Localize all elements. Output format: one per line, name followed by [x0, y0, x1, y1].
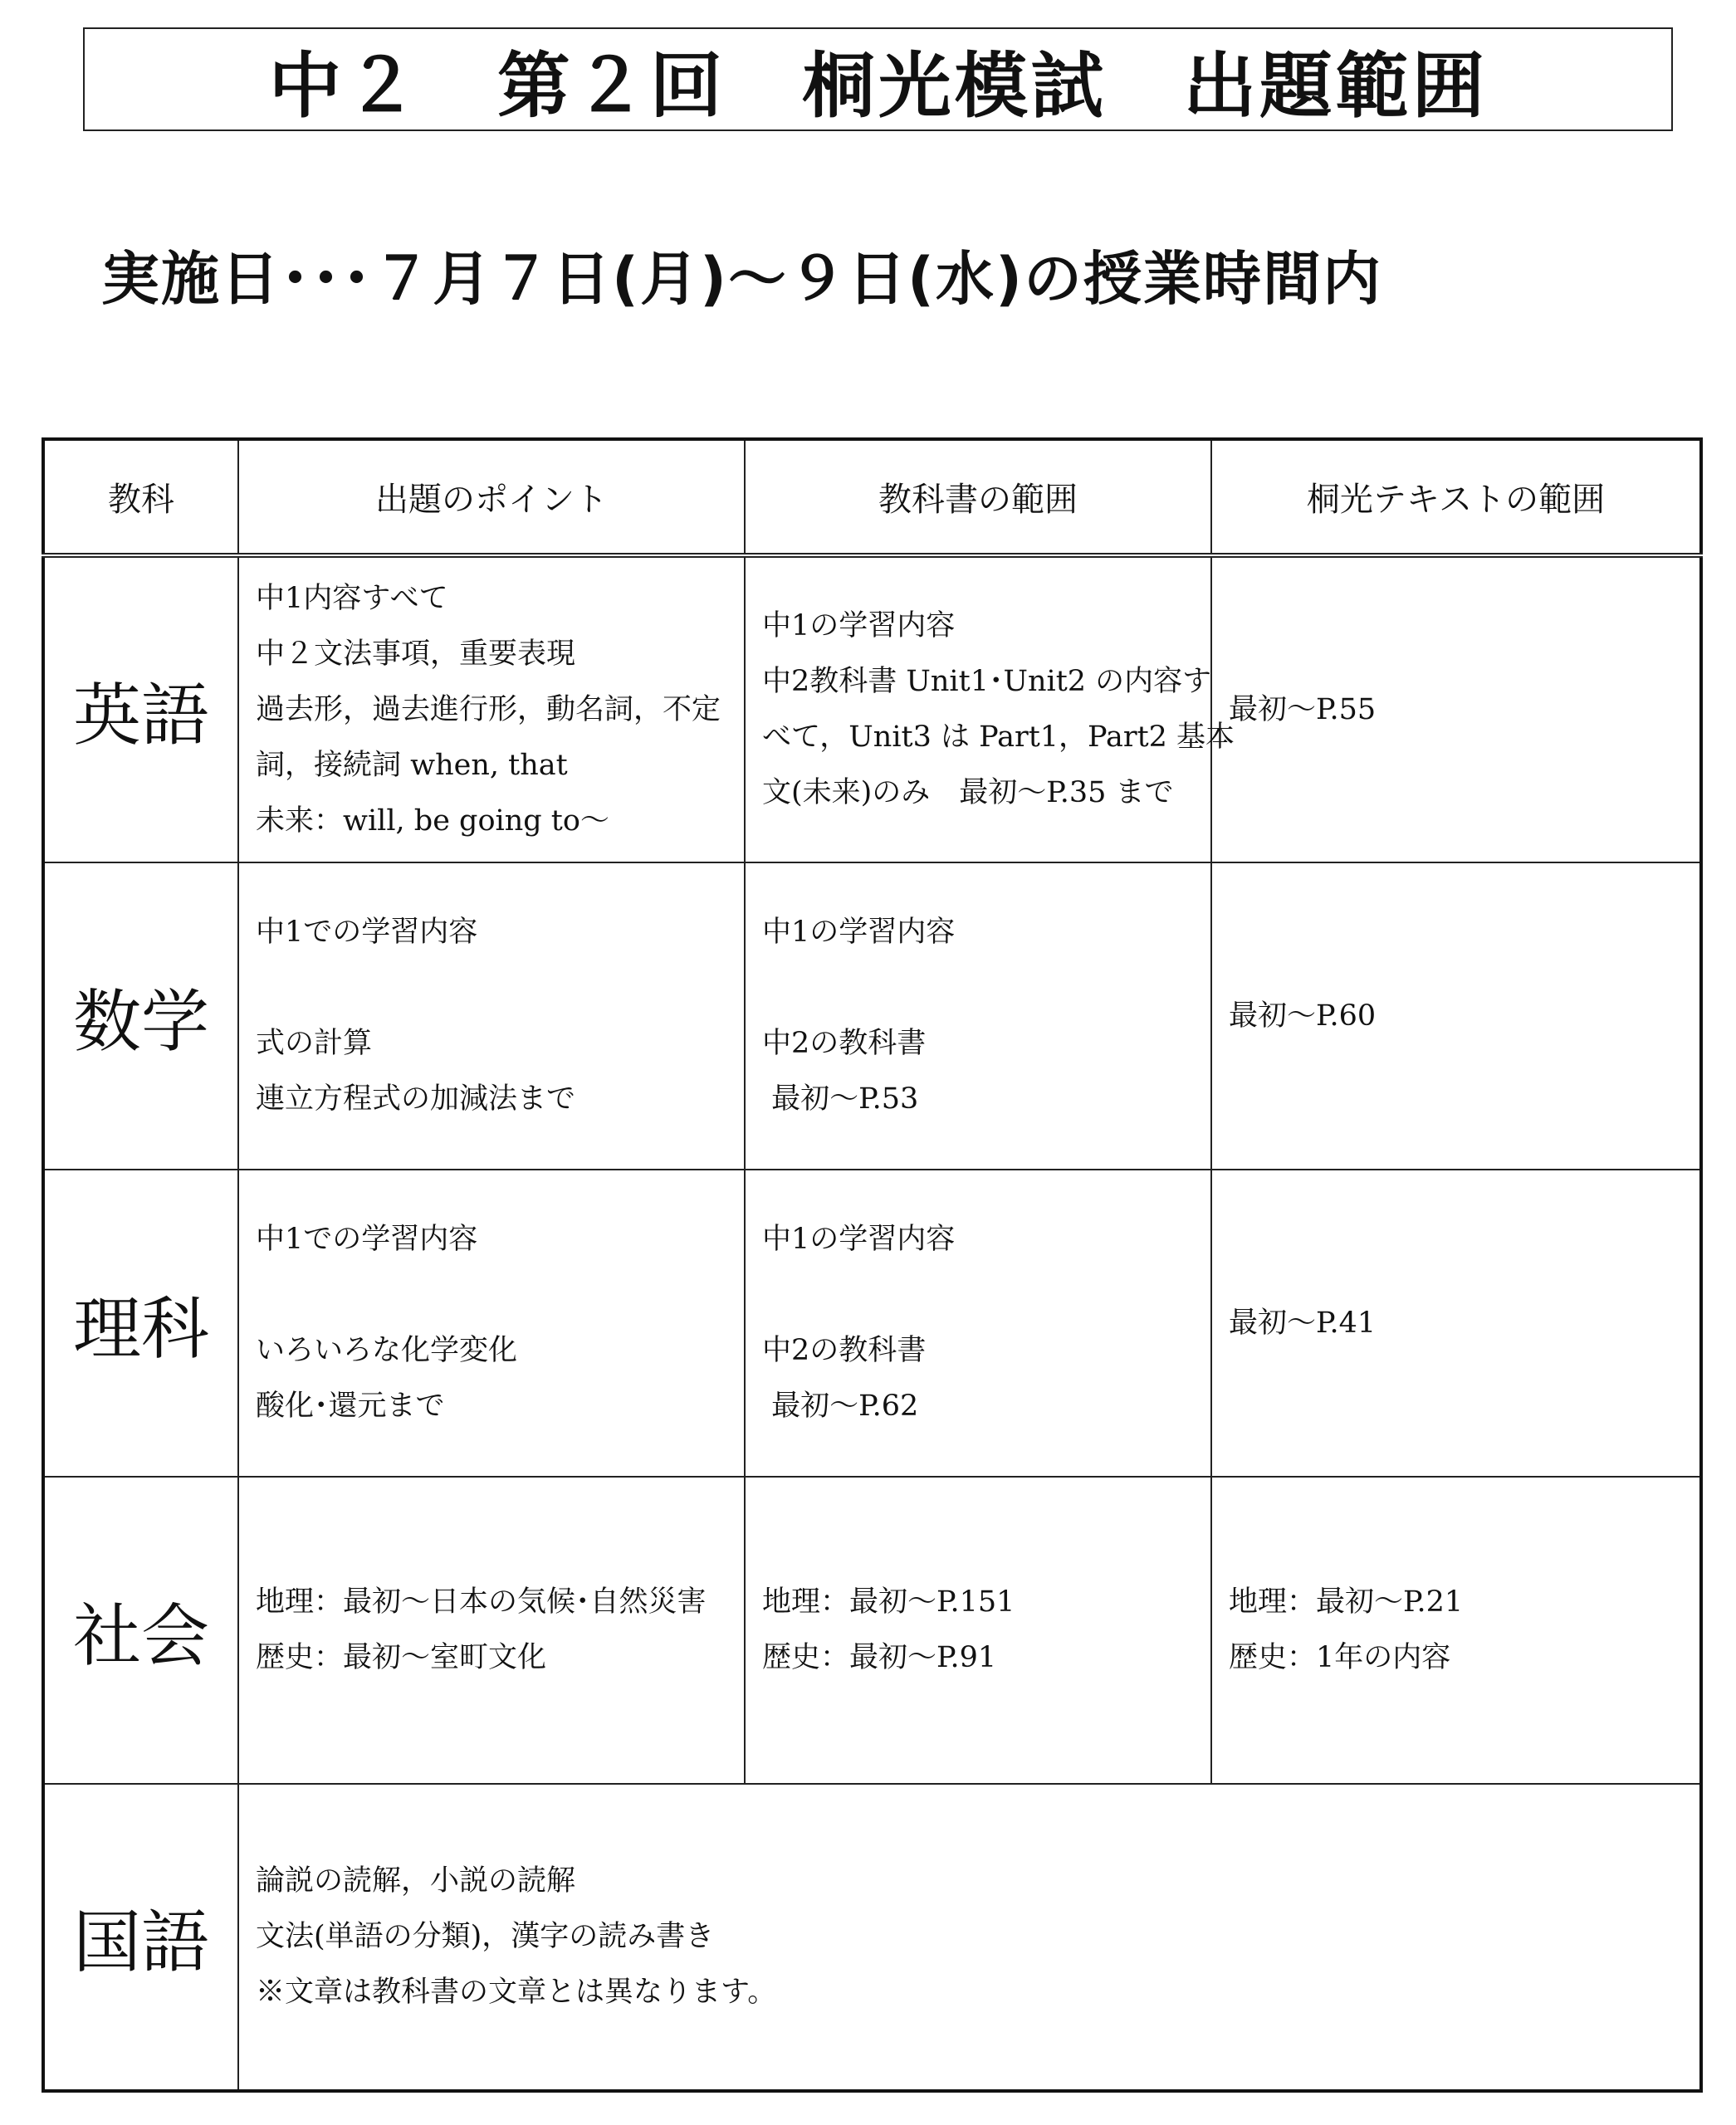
cell-line: 未来：will, be going to～ — [256, 804, 609, 838]
points-cell — [238, 555, 745, 862]
cell-line — [256, 1268, 727, 1323]
cell-line: 中1の学習内容 — [762, 916, 956, 949]
cell-line: 酸化･還元まで — [256, 1390, 445, 1423]
cell-line: 中2の教科書 — [762, 1334, 927, 1367]
cell-line: 中1での学習内容 — [256, 1223, 478, 1256]
header-subject: 教科 — [43, 439, 238, 555]
table-row — [43, 1784, 1701, 2091]
subject-cell: 理科 — [43, 1170, 238, 1477]
cell-line: ※文章は教科書の文章とは異なります。 — [256, 1976, 777, 2009]
cell-line: 中2教科書 Unit1･Unit2 の内容す — [762, 665, 1212, 698]
cell-line: 地理：最初～日本の気候･自然災害 — [256, 1585, 707, 1619]
subject-cell: 数学 — [43, 862, 238, 1170]
subject-cell: 社会 — [43, 1477, 238, 1784]
exam-date: 実施日･･･７月７日(月)～９日(水)の授業時間内 — [101, 245, 1382, 313]
table-row — [43, 862, 1701, 1170]
cell-line: 地理：最初～P.151 — [762, 1585, 1015, 1619]
header-text-range: 桐光テキストの範囲 — [1211, 439, 1701, 555]
cell-line: 歴史：最初～P.91 — [762, 1641, 997, 1674]
cell-line — [256, 960, 727, 1016]
title-box — [83, 27, 1673, 131]
table-row — [43, 1477, 1701, 1784]
text-range-cell — [1211, 1477, 1701, 1784]
cell-line: 最初～P.60 — [1229, 999, 1377, 1033]
cell-line: 中1の学習内容 — [762, 1223, 956, 1256]
points-cell — [238, 862, 745, 1170]
subject-cell: 国語 — [43, 1784, 238, 2091]
text-range-cell — [1211, 862, 1701, 1170]
cell-line: 中1内容すべて — [256, 581, 448, 615]
cell-line: 歴史：1年の内容 — [1229, 1641, 1451, 1674]
cell-line: 歴史：最初～室町文化 — [256, 1641, 547, 1674]
page-title: 中２ 第２回 桐光模試 出題範囲 — [268, 44, 1488, 128]
table-row — [43, 555, 1701, 862]
cell-line: 連立方程式の加減法まで — [256, 1082, 576, 1116]
textbook-cell — [745, 555, 1235, 862]
cell-line: 最初～P.55 — [1229, 692, 1377, 726]
textbook-cell — [745, 1477, 1211, 1784]
cell-line: 最初～P.53 — [762, 1082, 919, 1116]
cell-line: 最初～P.62 — [762, 1390, 919, 1423]
cell-line: 式の計算 — [256, 1027, 373, 1060]
textbook-cell — [745, 862, 1211, 1170]
cell-line: 中２文法事項，重要表現 — [256, 637, 576, 671]
table-row — [43, 1170, 1701, 1477]
cell-line: 中1での学習内容 — [256, 916, 478, 949]
kokugo-points-cell — [238, 1784, 1701, 2091]
cell-line: 最初～P.41 — [1229, 1306, 1377, 1340]
header-textbook-range: 教科書の範囲 — [745, 439, 1211, 555]
cell-line: 論説の読解，小説の読解 — [256, 1864, 576, 1898]
textbook-cell — [745, 1170, 1211, 1477]
cell-line — [762, 960, 1194, 1016]
points-cell — [238, 1477, 745, 1784]
text-range-cell — [1211, 555, 1701, 862]
cell-line: 過去形，過去進行形，動名詞，不定 — [256, 692, 721, 726]
cell-line: 地理：最初～P.21 — [1229, 1585, 1464, 1619]
subject-cell: 英語 — [43, 555, 238, 862]
cell-line: 詞，接続詞 when, that — [256, 748, 568, 782]
cell-line: 中1の学習内容 — [762, 609, 956, 642]
exam-range-table — [42, 437, 1703, 2093]
points-cell — [238, 1170, 745, 1477]
header-points: 出題のポイント — [238, 439, 745, 555]
cell-line: いろいろな化学変化 — [256, 1334, 518, 1367]
cell-line: 中2の教科書 — [762, 1027, 927, 1060]
cell-line: 文法(単語の分類)，漢字の読み書き — [256, 1920, 715, 1953]
cell-line: べて，Unit3 は Part1，Part2 基本 — [762, 721, 1235, 754]
cell-line — [762, 1268, 1194, 1323]
text-range-cell — [1211, 1170, 1701, 1477]
table-header-row — [43, 439, 1701, 555]
cell-line: 文(未来)のみ 最初～P.35 まで — [762, 776, 1174, 809]
